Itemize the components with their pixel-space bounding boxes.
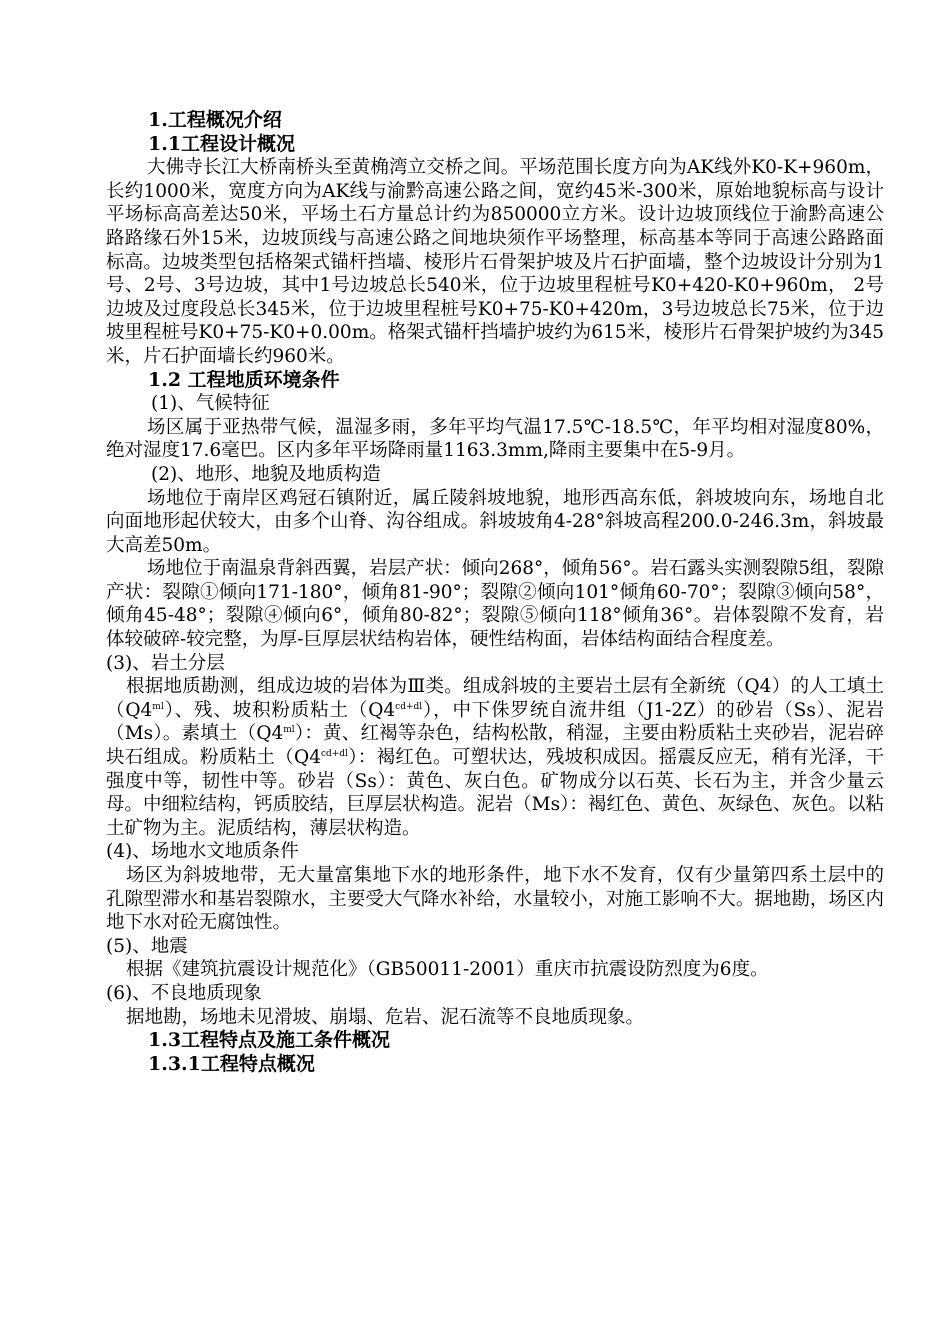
design-paragraph: 大佛寺长江大桥南桥头至黄桷湾立交桥之间。平场范围长度方向为AK线外K0-K+960m，长约1000米，宽度方向为AK线与渝黔高速公路之间，宽约45米-300米，原始地貌标高与设计平场标高高差达50米，平场土石方量总计约为850000立方米。设计边坡顶线位于渝黔高速公路路缘石外15米，边坡顶线与高速公路之间地块须作平场整理，标高基本等同于高速公路路面标高。边坡类型包括格架式锚杆挡墙、棱形片石骨架护坡及片石护面墙，整个边坡设计分别为1号、2号、3号边坡，其中1号边坡总长540米，位于边坡里程桩号K0+420-K0+960m， 2号边坡及过度段总长345米，位于边坡里程桩号K0+75-K0+420m，3号边坡总长75米，位于边坡里程桩号K0+75-K0+0.00m。格架式锚杆挡墙护坡约为615米，棱形片石骨架护坡约为345米，片石护面墙长约960米。	[106, 157, 884, 367]
strata-text-3: ），中下侏罗统自流井组（J1-2Z）的砂岩（Ss）、泥岩（Ms）。素填土（Q4	[106, 699, 884, 745]
hydro-paragraph: 场区为斜坡地带，无大量富集地下水的地形条件，地下水不发育，仅有少量第四系土层中的孔隙型滞水和基岩裂隙水，主要受大气降水补给，水量较小，对施工影响不大。据地勘，场区内地下水对砼无腐蚀性。	[106, 865, 884, 934]
bad-geology-title: (6)、不良地质现象	[106, 982, 262, 1004]
strata-sup-4: cd+dl	[320, 749, 348, 760]
terrain-title: (2)、地形、地貌及地质构造	[151, 463, 381, 485]
quake-paragraph: 根据《建筑抗震设计规范化》（GB50011-2001）重庆市抗震设防烈度为6度。	[126, 959, 769, 981]
strata-paragraph	[106, 675, 884, 840]
heading-1-3: 1.3工程特点及施工条件概况	[148, 1029, 391, 1052]
terrain-paragraph-2: 场地位于南温泉背斜西翼，岩层产状：倾向268°，倾角56°。岩石露头实测裂隙5组，裂隙产状：裂隙①倾向171-180°，倾角81-90°；裂隙②倾向101°倾角60-70°；裂隙③倾向58°，倾角45-48°；裂隙④倾向6°，倾角80-82°；裂隙⑤倾向118°倾角36°。岩体裂隙不发育，岩体较破碎-较完整，为厚-巨厚层状结构岩体，硬性结构面，岩体结构面结合程度差。	[106, 558, 884, 651]
hydro-title: (4)、场地水文地质条件	[106, 841, 299, 863]
bad-geology-paragraph: 据地勘，场地未见滑坡、崩塌、危岩、泥石流等不良地质现象。	[126, 1006, 645, 1028]
strata-sup-1: ml	[152, 701, 164, 712]
heading-1-1: 1.1工程设计概况	[148, 132, 296, 155]
terrain-paragraph-1: 场地位于南岸区鸡冠石镇附近，属丘陵斜坡地貌，地形西高东低，斜坡坡向东，场地自北向面地形起伏较大，由多个山脊、沟谷组成。斜坡坡角4-28°斜坡高程200.0-246.3m，斜坡最大高差50m。	[106, 487, 884, 556]
heading-1-3-1: 1.3.1工程特点概况	[148, 1052, 315, 1075]
strata-title: (3)、岩土分层	[106, 652, 225, 674]
strata-text-4: ）：黄、红褐等杂色，结构松散，稍湿，主要由粉质粘土夹砂岩，泥岩碎块石组成。粉质粘土（Q4	[106, 723, 884, 769]
strata-sup-2: cd+dl	[395, 701, 423, 712]
climate-paragraph: 场区属于亚热带气候，温湿多雨，多年平均气温17.5℃-18.5℃，年平均相对湿度80%，绝对湿度17.6毫巴。区内多年平场降雨量1163.3mm,降雨主要集中在5-9月。	[106, 416, 884, 462]
climate-title: (1)、气候特征	[151, 393, 270, 415]
strata-text-2: ）、残、坡积粉质粘土（Q4	[163, 699, 396, 721]
heading-1: 1.工程概况介绍	[148, 109, 282, 131]
strata-text-1: 根据地质勘测，组成边坡的岩体为Ⅲ类。组成斜坡的主要岩土层有全新统（Q4）的人工填土（Q4	[106, 676, 884, 721]
quake-title: (5)、地震	[106, 935, 188, 957]
heading-1-2: 1.2 工程地质环境条件	[148, 368, 340, 391]
strata-sup-3: ml	[283, 725, 295, 736]
strata-text-5: ）：褐红色。可塑状达，残坡积成因。摇震反应无，稍有光泽，干强度中等，韧性中等。砂岩（Ss）：黄色、灰白色。矿物成分以石英、长石为主，并含少量云母。中细粒结构，钙质胶结，巨厚层状构造。泥岩（Ms）：褐红色、黄色、灰绿色、灰色。以粘土矿物为主。泥质结构，薄层状构造。	[106, 747, 884, 839]
